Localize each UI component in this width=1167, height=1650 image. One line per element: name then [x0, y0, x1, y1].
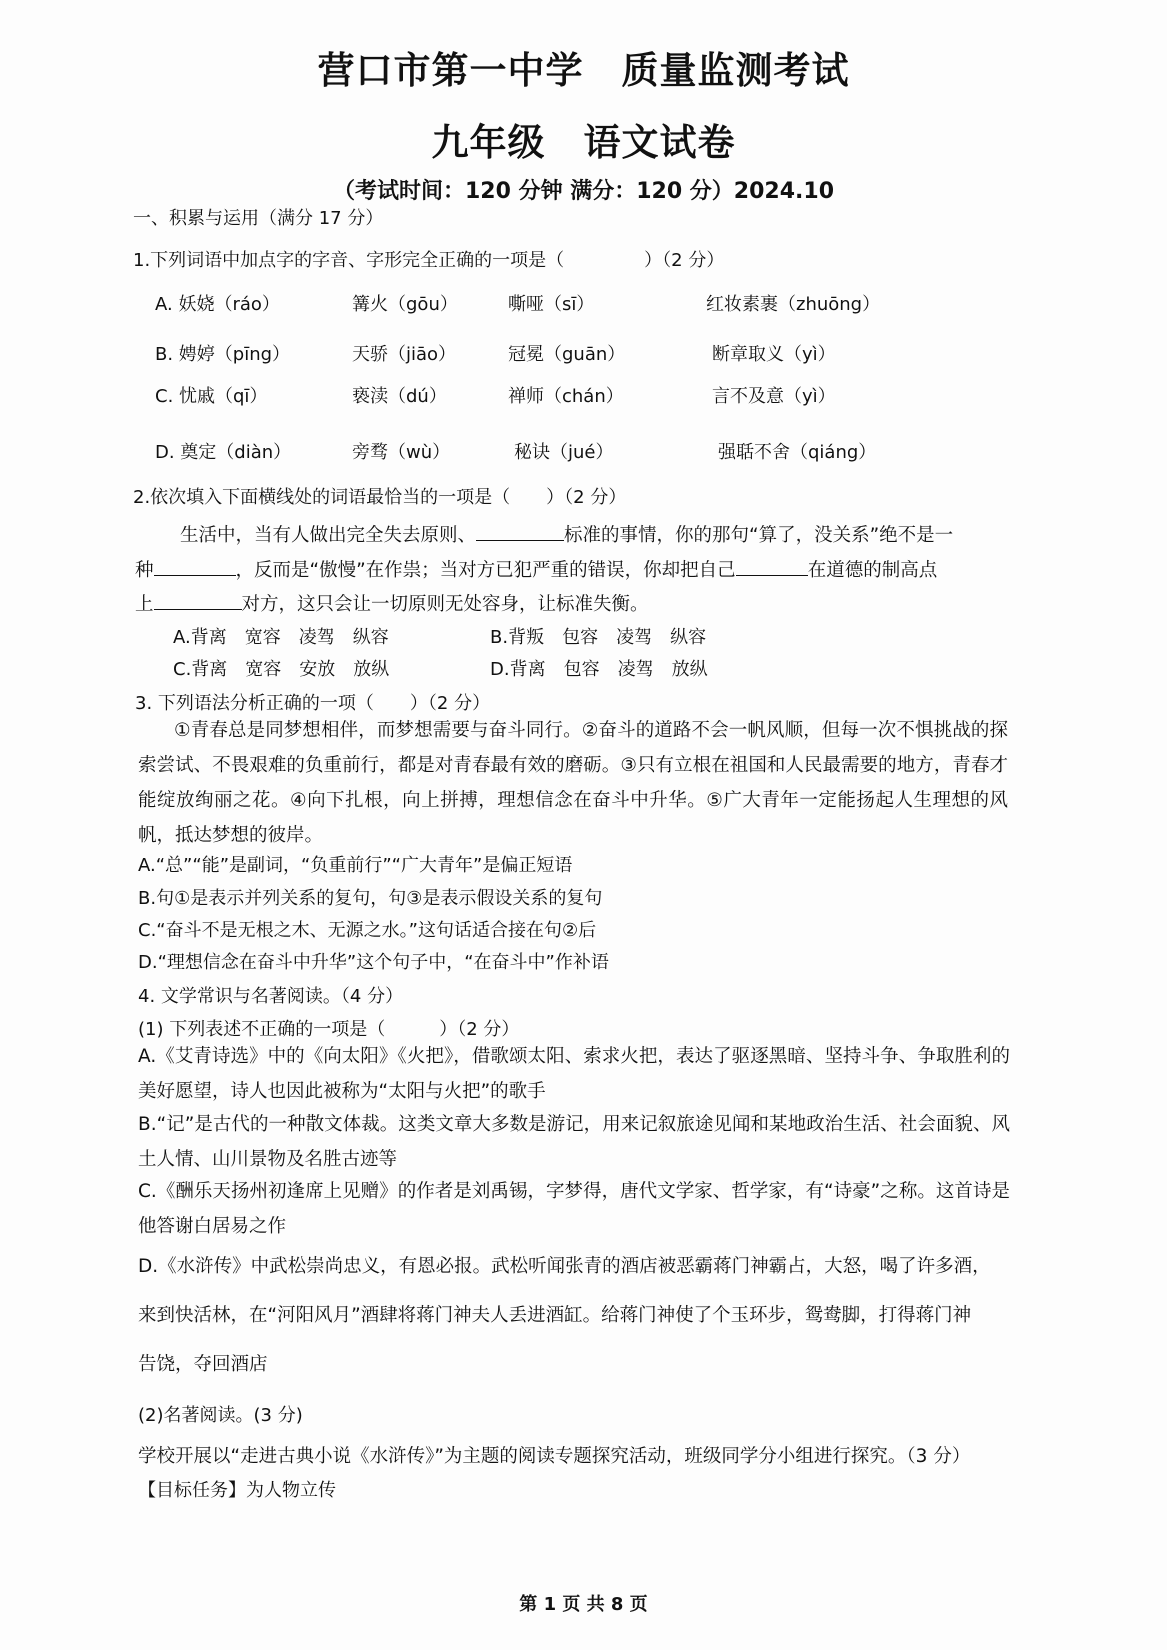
q2-text: 对方，这只会让一切原则无处容身，让标准失衡。: [241, 594, 649, 615]
q1-option-c-1: C. 忧戚（qī）: [155, 386, 268, 407]
q3-passage: ①青春总是同梦想相伴，而梦想需要与奋斗同行。②奋斗的道路不会一帆风顺，但每一次不惧挑战的探索尝试、不畏艰难的负重前行，都是对青春最有效的磨砺。③只有立根在祖国和人民最需要的地方，青春才能绽放绚丽之花。④向下扎根，向上拼搏，理想信念在奋斗中升华。⑤广大青年一定能扬起人生理想的风帆，抵达梦想的彼岸。: [138, 720, 1008, 846]
q4-option-d-line-2: 来到快活林，在“河阳风月”酒肆将蒋门神夫人丢进酒缸。给蒋门神使了个玉环步，鸳鸯脚，打得蒋门神: [138, 1305, 972, 1326]
q2-option-d: D.背离 包容 凌驾 放纵: [490, 659, 708, 680]
q1-option-d-4: 强聒不舍（qiáng）: [718, 442, 877, 463]
q3-option-b: B.句①是表示并列关系的复句，句③是表示假设关系的复句: [138, 888, 603, 909]
question-3-stem: 3. 下列语法分析正确的一项（ ）（2 分）: [135, 693, 491, 714]
q2-passage-line-1: [180, 521, 953, 547]
q2-text: ，反而是“傲慢”在作祟；当对方已犯严重的错误，你却把自己: [235, 560, 736, 581]
q1-option-c-2: 亵渎（dú）: [352, 386, 447, 407]
q1-option-d-1: D. 奠定（diàn）: [155, 442, 292, 463]
q2-text: 在道德的制高点: [807, 560, 938, 581]
q4-activity: 学校开展以“走进古典小说《水浒传》”为主题的阅读专题探究活动，班级同学分小组进行探究。（3 分）: [138, 1446, 971, 1467]
q1-option-b-2: 天骄（jiāo）: [352, 344, 457, 365]
q4-option-a: A.《艾青诗选》中的《向太阳》《火把》，借歌颂太阳、索求火把，表达了驱逐黑暗、坚持斗争、争取胜利的美好愿望，诗人也因此被称为“太阳与火把”的歌手: [138, 1046, 1010, 1102]
q1-option-b-3: 冠冕（guān）: [508, 344, 626, 365]
q2-text: 上: [135, 594, 154, 615]
q4-option-d-line-1: D.《水浒传》中武松崇尚忠义，有恩必报。武松听闻张青的酒店被恶霸蒋门神霸占，大怒，喝了许多酒，: [138, 1256, 991, 1277]
fill-blank-3: [736, 557, 808, 576]
subject-title: 九年级 语文试卷: [431, 121, 736, 164]
q4-option-c: C.《酬乐天扬州初逢席上见赠》的作者是刘禹锡，字梦得，唐代文学家、哲学家，有“诗豪”之称。这首诗是他答谢白居易之作: [138, 1181, 1010, 1237]
q3-option-a: A.“总”“能”是副词，“负重前行”“广大青年”是偏正短语: [138, 855, 573, 876]
q1-option-a-1: A. 妖娆（ráo）: [155, 294, 280, 315]
q4-option-b: B.“记”是古代的一种散文体裁。这类文章大多数是游记，用来记叙旅途见闻和某地政治生活、社会面貌、风土人情、山川景物及名胜古迹等: [138, 1114, 1010, 1170]
q2-text: 生活中，当有人做出完全失去原则、: [180, 525, 477, 546]
section-heading: 一、积累与运用（满分 17 分）: [133, 208, 384, 229]
question-1-text: 1.下列词语中加点字的字音、字形完全正确的一项是（: [133, 250, 565, 271]
fill-blank-4: [154, 591, 242, 610]
question-1-score: ）（2 分）: [644, 250, 725, 271]
q4-option-d-line-3: 告饶，夺回酒店: [138, 1354, 268, 1375]
page-number: 第 1 页 共 8 页: [519, 1594, 648, 1615]
q2-option-a: A.背离 宽容 凌驾 纵容: [173, 627, 389, 648]
q4-sub-1: (1) 下列表述不正确的一项是（ ）（2 分）: [138, 1019, 520, 1040]
question-2-stem: 2.依次填入下面横线处的词语最恰当的一项是（ ）（2 分）: [133, 487, 627, 508]
q1-option-a-4: 红妆素裹（zhuōng）: [706, 294, 881, 315]
q3-option-d: D.“理想信念在奋斗中升华”这个句子中，“在奋斗中”作补语: [138, 952, 609, 973]
q1-option-d-3: 秘诀（jué）: [514, 442, 614, 463]
fill-blank-2: [154, 557, 236, 576]
exam-info: （考试时间：120 分钟 满分：120 分）2024.10: [332, 179, 835, 204]
fill-blank-1: [476, 522, 564, 541]
question-1-stem: [133, 246, 724, 272]
q2-option-c: C.背离 宽容 安放 放纵: [173, 659, 390, 680]
q2-passage-line-2: [135, 556, 937, 582]
q1-option-b-1: B. 娉婷（pīng）: [155, 344, 291, 365]
question-4-stem: 4. 文学常识与名著阅读。（4 分）: [138, 986, 404, 1007]
q2-text: 种: [135, 560, 154, 581]
q2-text: 标准的事情，你的那句“算了，没关系”绝不是一: [564, 525, 954, 546]
q1-option-a-2: 篝火（gōu）: [352, 294, 458, 315]
q1-option-b-4: 断章取义（yì）: [712, 344, 836, 365]
q1-option-a-3: 嘶哑（sī）: [508, 294, 595, 315]
q3-option-c: C.“奋斗不是无根之木、无源之水。”这句话适合接在句②后: [138, 920, 597, 941]
q4-target-task: 【目标任务】为人物立传: [138, 1480, 336, 1501]
q4-sub-2: (2)名著阅读。(3 分): [138, 1405, 303, 1426]
q1-option-d-2: 旁骛（wù）: [352, 442, 451, 463]
q2-option-b: B.背叛 包容 凌驾 纵容: [490, 627, 707, 648]
q2-passage-line-3: [135, 590, 649, 616]
q1-option-c-3: 禅师（chán）: [508, 386, 624, 407]
school-exam-title: 营口市第一中学 质量监测考试: [317, 49, 850, 92]
q1-option-c-4: 言不及意（yì）: [712, 386, 836, 407]
